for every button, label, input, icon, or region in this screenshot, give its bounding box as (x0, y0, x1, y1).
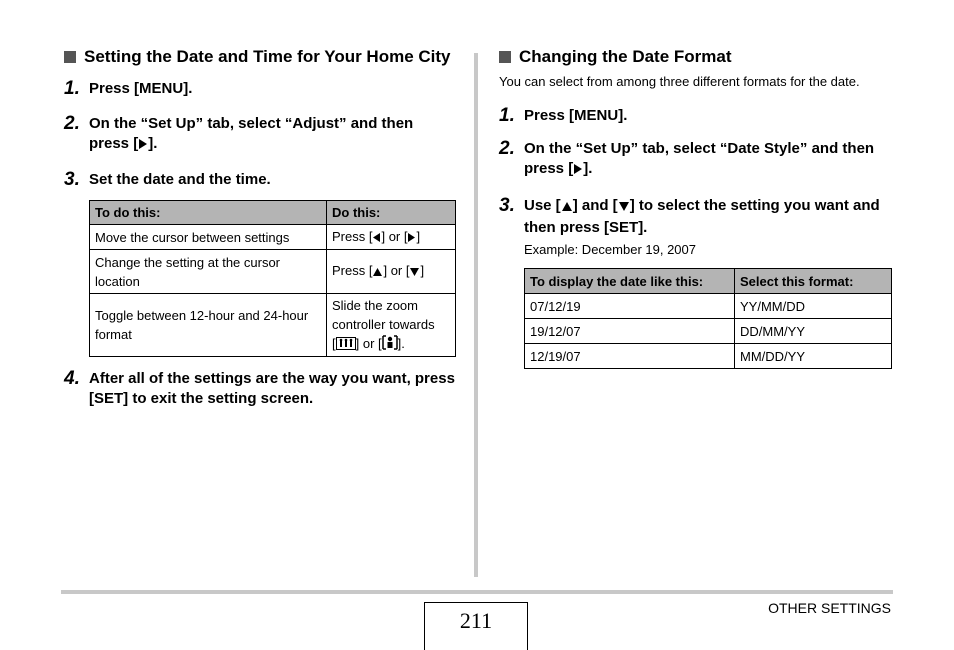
page-number: 211 (424, 602, 528, 650)
up-triangle-icon (561, 198, 573, 218)
step-1: 1. Press [MENU]. (64, 78, 193, 99)
table-header: To display the date like this: (525, 269, 735, 294)
table-cell: 12/19/07 (525, 344, 735, 369)
right-triangle-icon (138, 136, 148, 156)
example-text: Example: December 19, 2007 (524, 242, 696, 257)
up-triangle-icon (372, 263, 383, 282)
table-cell: Slide the zoom controller towards [ ] or [ ]. (327, 294, 456, 357)
table-cell: YY/MM/DD (735, 294, 892, 319)
down-triangle-icon (409, 263, 420, 282)
table-row (525, 294, 892, 319)
step-2: 2. On the “Set Up” tab, select “Date Style” and then press [ ]. (499, 139, 892, 181)
footer-divider (61, 590, 893, 594)
table-cell: Change the setting at the cursor location (90, 250, 327, 294)
square-bullet-icon (499, 51, 511, 63)
square-bullet-icon (64, 51, 76, 63)
down-triangle-icon (618, 198, 630, 218)
zoom-tele-icon (382, 335, 398, 355)
table-header: Select this format: (735, 269, 892, 294)
right-column (499, 47, 892, 369)
table-header-row (525, 269, 892, 294)
settings-table (89, 200, 456, 357)
section-title-home-city: Setting the Date and Time for Your Home City (64, 47, 456, 67)
step-1: 1. Press [MENU]. (499, 105, 628, 126)
step-4: 4. After all of the settings are the way you want, press [SET] to exit the setting screen. (64, 368, 455, 407)
step-3: 3. Set the date and the time. (64, 169, 271, 190)
intro-text: You can select from among three different formats for the date. (499, 74, 860, 89)
table-header: To do this: (90, 201, 327, 225)
table-cell: 07/12/19 (525, 294, 735, 319)
left-column (64, 47, 456, 409)
zoom-wide-icon (336, 336, 356, 355)
date-format-table (524, 268, 892, 369)
right-triangle-icon (573, 161, 583, 181)
table-cell: 19/12/07 (525, 319, 735, 344)
table-cell: MM/DD/YY (735, 344, 892, 369)
column-divider (474, 53, 478, 577)
table-cell: Press [ ] or [ ] (327, 250, 456, 294)
table-header-row (90, 201, 456, 225)
table-cell: Press [ ] or [ ] (327, 225, 456, 250)
table-row (525, 319, 892, 344)
table-cell: DD/MM/YY (735, 319, 892, 344)
table-cell: Toggle between 12-hour and 24-hour format (90, 294, 327, 357)
table-header: Do this: (327, 201, 456, 225)
step-3: 3. Use [ ] and [ ] to select the setting you want and then press [SET]. (499, 195, 880, 236)
table-row (90, 294, 456, 357)
table-row (90, 250, 456, 294)
section-title-date-format: Changing the Date Format (499, 47, 892, 67)
table-cell: Move the cursor between settings (90, 225, 327, 250)
footer-section-label: OTHER SETTINGS (768, 600, 891, 616)
table-row (525, 344, 892, 369)
table-row (90, 225, 456, 250)
step-2: 2. On the “Set Up” tab, select “Adjust” and then press [ ]. (64, 114, 456, 156)
